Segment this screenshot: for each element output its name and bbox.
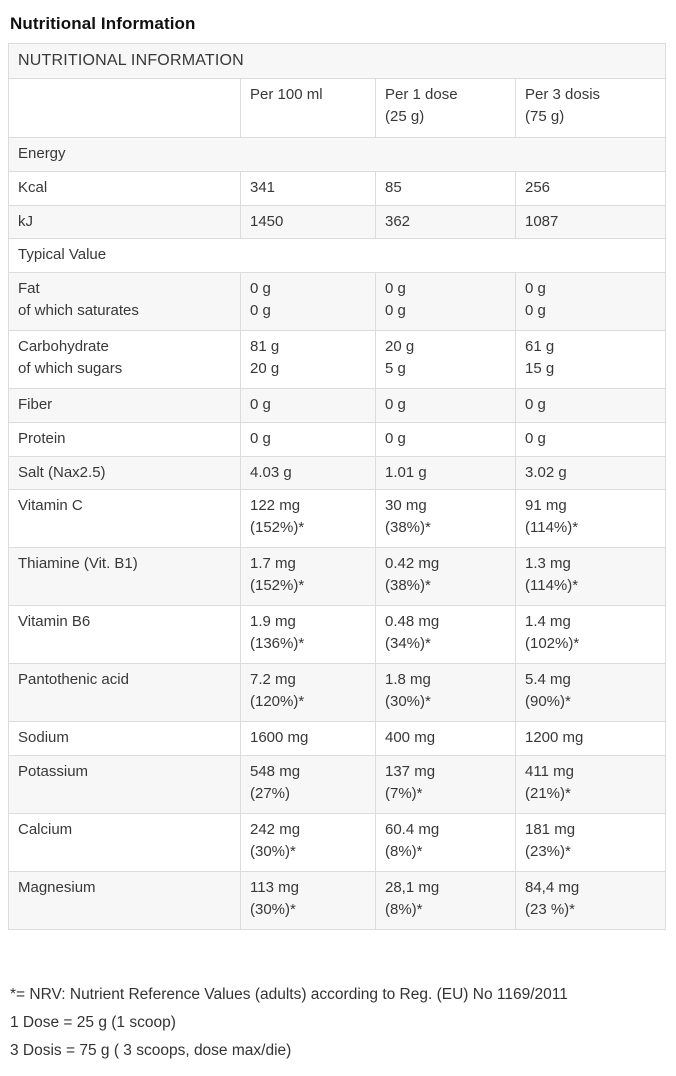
table-row-kj bbox=[9, 205, 666, 239]
table-row-fiber bbox=[9, 389, 666, 423]
section-label: Energy bbox=[9, 138, 666, 172]
table-row-potassium bbox=[9, 756, 666, 814]
row-label: Vitamin C bbox=[9, 490, 241, 548]
cell-per-1-dose: 0 g bbox=[376, 422, 516, 456]
row-label: Fiber bbox=[9, 389, 241, 423]
cell-per-1-dose: 1.01 g bbox=[376, 456, 516, 490]
cell-per-100ml: 0 g bbox=[241, 389, 376, 423]
table-row-pantothenic-acid bbox=[9, 664, 666, 722]
cell-per-3-dosis: 181 mg (23%)* bbox=[516, 814, 666, 872]
cell-per-100ml: 122 mg (152%)* bbox=[241, 490, 376, 548]
cell-per-100ml: 81 g 20 g bbox=[241, 331, 376, 389]
table-row-fat bbox=[9, 273, 666, 331]
row-label: Thiamine (Vit. B1) bbox=[9, 548, 241, 606]
cell-per-1-dose: 137 mg (7%)* bbox=[376, 756, 516, 814]
footnotes bbox=[10, 981, 676, 1065]
column-header-per-1-dose: Per 1 dose (25 g) bbox=[376, 79, 516, 138]
column-header-blank bbox=[9, 79, 241, 138]
cell-per-100ml: 1.7 mg (152%)* bbox=[241, 548, 376, 606]
table-row-sodium bbox=[9, 722, 666, 756]
table-row-salt bbox=[9, 456, 666, 490]
row-label: Protein bbox=[9, 422, 241, 456]
cell-per-1-dose: 28,1 mg (8%)* bbox=[376, 872, 516, 930]
table-row-kcal bbox=[9, 171, 666, 205]
cell-per-1-dose: 85 bbox=[376, 171, 516, 205]
cell-per-3-dosis: 1.4 mg (102%)* bbox=[516, 606, 666, 664]
page-title: Nutritional Information bbox=[10, 14, 196, 33]
row-label: kJ bbox=[9, 205, 241, 239]
table-row-thiamine bbox=[9, 548, 666, 606]
cell-per-3-dosis: 1200 mg bbox=[516, 722, 666, 756]
cell-per-100ml: 1600 mg bbox=[241, 722, 376, 756]
column-header-per-3-dosis: Per 3 dosis (75 g) bbox=[516, 79, 666, 138]
cell-per-3-dosis: 84,4 mg (23 %)* bbox=[516, 872, 666, 930]
row-label: Carbohydrate of which sugars bbox=[9, 331, 241, 389]
cell-per-3-dosis: 0 g bbox=[516, 422, 666, 456]
cell-per-3-dosis: 0 g 0 g bbox=[516, 273, 666, 331]
row-label: Salt (Nax2.5) bbox=[9, 456, 241, 490]
row-label: Potassium bbox=[9, 756, 241, 814]
cell-per-3-dosis: 3.02 g bbox=[516, 456, 666, 490]
table-title-row bbox=[9, 44, 666, 79]
cell-per-1-dose: 30 mg (38%)* bbox=[376, 490, 516, 548]
row-label: Pantothenic acid bbox=[9, 664, 241, 722]
cell-per-1-dose: 0.42 mg (38%)* bbox=[376, 548, 516, 606]
cell-per-1-dose: 0.48 mg (34%)* bbox=[376, 606, 516, 664]
row-label: Sodium bbox=[9, 722, 241, 756]
table-row-carbohydrate bbox=[9, 331, 666, 389]
footnote-3-dosis: 3 Dosis = 75 g ( 3 scoops, dose max/die) bbox=[10, 1041, 292, 1059]
cell-per-1-dose: 362 bbox=[376, 205, 516, 239]
cell-per-3-dosis: 1.3 mg (114%)* bbox=[516, 548, 666, 606]
cell-per-1-dose: 20 g 5 g bbox=[376, 331, 516, 389]
column-header-per-100ml: Per 100 ml bbox=[241, 79, 376, 138]
section-row-energy bbox=[9, 138, 666, 172]
cell-per-100ml: 548 mg (27%) bbox=[241, 756, 376, 814]
cell-per-1-dose: 400 mg bbox=[376, 722, 516, 756]
nutrition-table bbox=[8, 43, 666, 930]
row-label: Calcium bbox=[9, 814, 241, 872]
cell-per-100ml: 1450 bbox=[241, 205, 376, 239]
table-row-magnesium bbox=[9, 872, 666, 930]
cell-per-100ml: 1.9 mg (136%)* bbox=[241, 606, 376, 664]
cell-per-1-dose: 0 g bbox=[376, 389, 516, 423]
cell-per-100ml: 0 g 0 g bbox=[241, 273, 376, 331]
cell-per-100ml: 7.2 mg (120%)* bbox=[241, 664, 376, 722]
cell-per-3-dosis: 1087 bbox=[516, 205, 666, 239]
cell-per-100ml: 113 mg (30%)* bbox=[241, 872, 376, 930]
cell-per-1-dose: 0 g 0 g bbox=[376, 273, 516, 331]
cell-per-3-dosis: 5.4 mg (90%)* bbox=[516, 664, 666, 722]
table-row-protein bbox=[9, 422, 666, 456]
cell-per-3-dosis: 411 mg (21%)* bbox=[516, 756, 666, 814]
cell-per-100ml: 0 g bbox=[241, 422, 376, 456]
row-label: Magnesium bbox=[9, 872, 241, 930]
footnote-1-dose: 1 Dose = 25 g (1 scoop) bbox=[10, 1014, 176, 1032]
cell-per-3-dosis: 256 bbox=[516, 171, 666, 205]
cell-per-3-dosis: 91 mg (114%)* bbox=[516, 490, 666, 548]
section-row-typical-value bbox=[9, 239, 666, 273]
cell-per-100ml: 341 bbox=[241, 171, 376, 205]
cell-per-100ml: 242 mg (30%)* bbox=[241, 814, 376, 872]
cell-per-1-dose: 1.8 mg (30%)* bbox=[376, 664, 516, 722]
section-label: Typical Value bbox=[9, 239, 666, 273]
cell-per-3-dosis: 0 g bbox=[516, 389, 666, 423]
table-title: NUTRITIONAL INFORMATION bbox=[9, 44, 666, 79]
table-row-vitamin-b6 bbox=[9, 606, 666, 664]
cell-per-3-dosis: 61 g 15 g bbox=[516, 331, 666, 389]
table-row-calcium bbox=[9, 814, 666, 872]
row-label: Kcal bbox=[9, 171, 241, 205]
cell-per-100ml: 4.03 g bbox=[241, 456, 376, 490]
table-row-vitamin-c bbox=[9, 490, 666, 548]
column-header-row bbox=[9, 79, 666, 138]
cell-per-1-dose: 60.4 mg (8%)* bbox=[376, 814, 516, 872]
row-label: Fat of which saturates bbox=[9, 273, 241, 331]
footnote-nrv: *= NRV: Nutrient Reference Values (adults) according to Reg. (EU) No 1169/2011 bbox=[10, 986, 568, 1004]
row-label: Vitamin B6 bbox=[9, 606, 241, 664]
